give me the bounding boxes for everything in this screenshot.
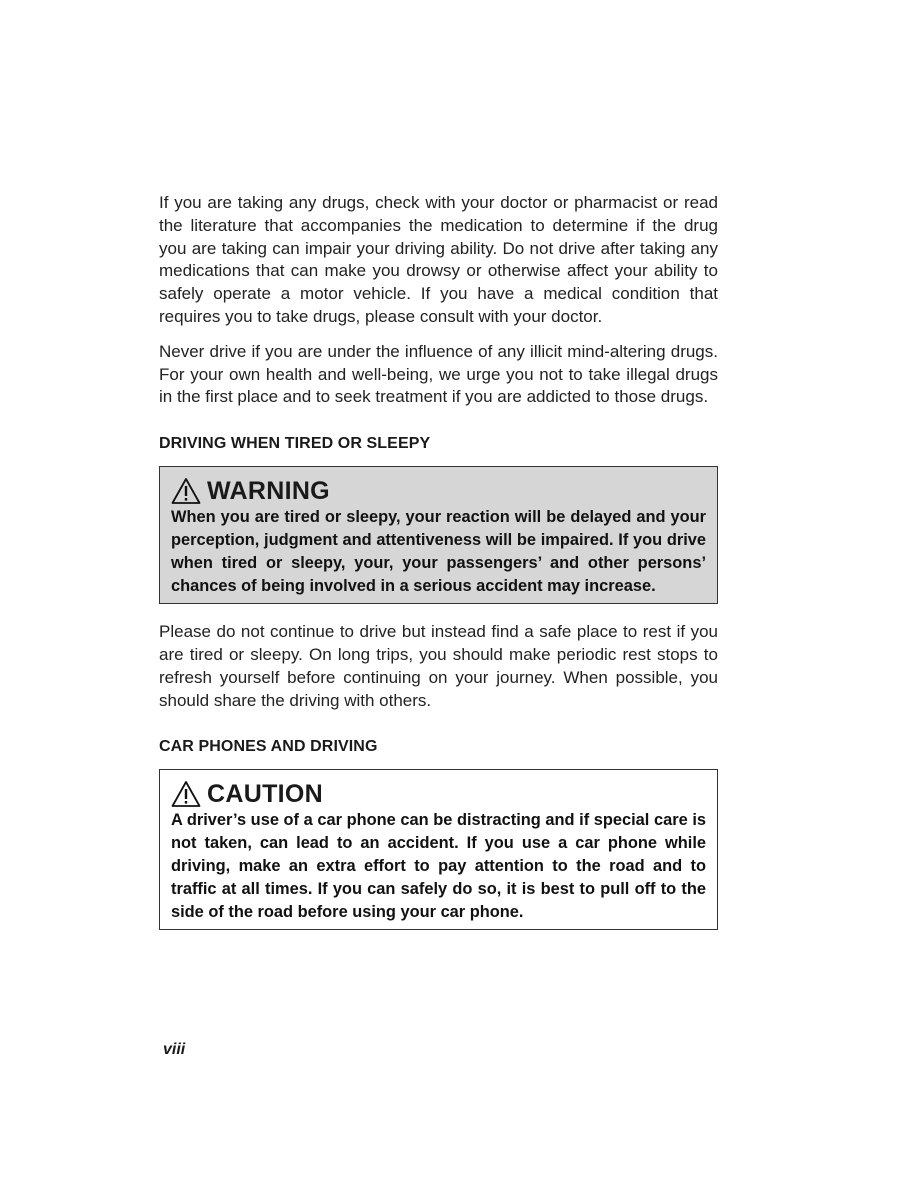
warning-triangle-icon: [171, 477, 201, 505]
tired-paragraph: Please do not continue to drive but instead find a safe place to rest if you are tired or sleepy. On long trips, you should make periodic rest stops to refresh yourself before continuing on your journey. When possible, you should share the driving with others.: [159, 622, 718, 710]
page-number: viii: [163, 1041, 186, 1058]
warning-box: [159, 466, 718, 604]
caution-title: [171, 779, 706, 809]
warning-title: [171, 476, 706, 506]
page-content: [159, 192, 718, 930]
section-heading-car-phones: CAR PHONES AND DRIVING: [159, 738, 378, 756]
warning-triangle-icon: [171, 780, 201, 808]
intro-paragraph-illicit-drugs: Never drive if you are under the influence of any illicit mind-altering drugs. For your own health and well-being, we urge you not to take illegal drugs in the first place and to seek treatment if you are addicted to those drugs.: [159, 341, 718, 407]
intro-paragraph-drugs: If you are taking any drugs, check with your doctor or pharmacist or read the literature that accompanies the medication to determine if the drug you are taking can impair your driving ability. Do not drive after taking any medications that can make you drowsy or otherwise affect your ability to safely operate a motor vehicle. If you have a medical condition that requires you to take drugs, please consult with your doctor.: [159, 193, 718, 326]
caution-box: [159, 769, 718, 930]
caution-text: A driver’s use of a car phone can be distracting and if special care is not taken, can lead to an accident. If you use a car phone while driving, make an extra effort to pay attention to the road and to traffic at all times. If you can safely do so, it is best to pull off to the side of the road before using your car phone.: [171, 811, 706, 922]
caution-label: CAUTION: [207, 779, 323, 808]
warning-label: WARNING: [207, 476, 330, 505]
warning-text: When you are tired or sleepy, your reaction will be delayed and your perception, judgment and attentiveness will be impaired. If you drive when tired or sleepy, your, your passengers’ and other persons’ chances of being involved in a serious accident may increase.: [171, 508, 706, 596]
section-heading-tired: DRIVING WHEN TIRED OR SLEEPY: [159, 435, 431, 453]
